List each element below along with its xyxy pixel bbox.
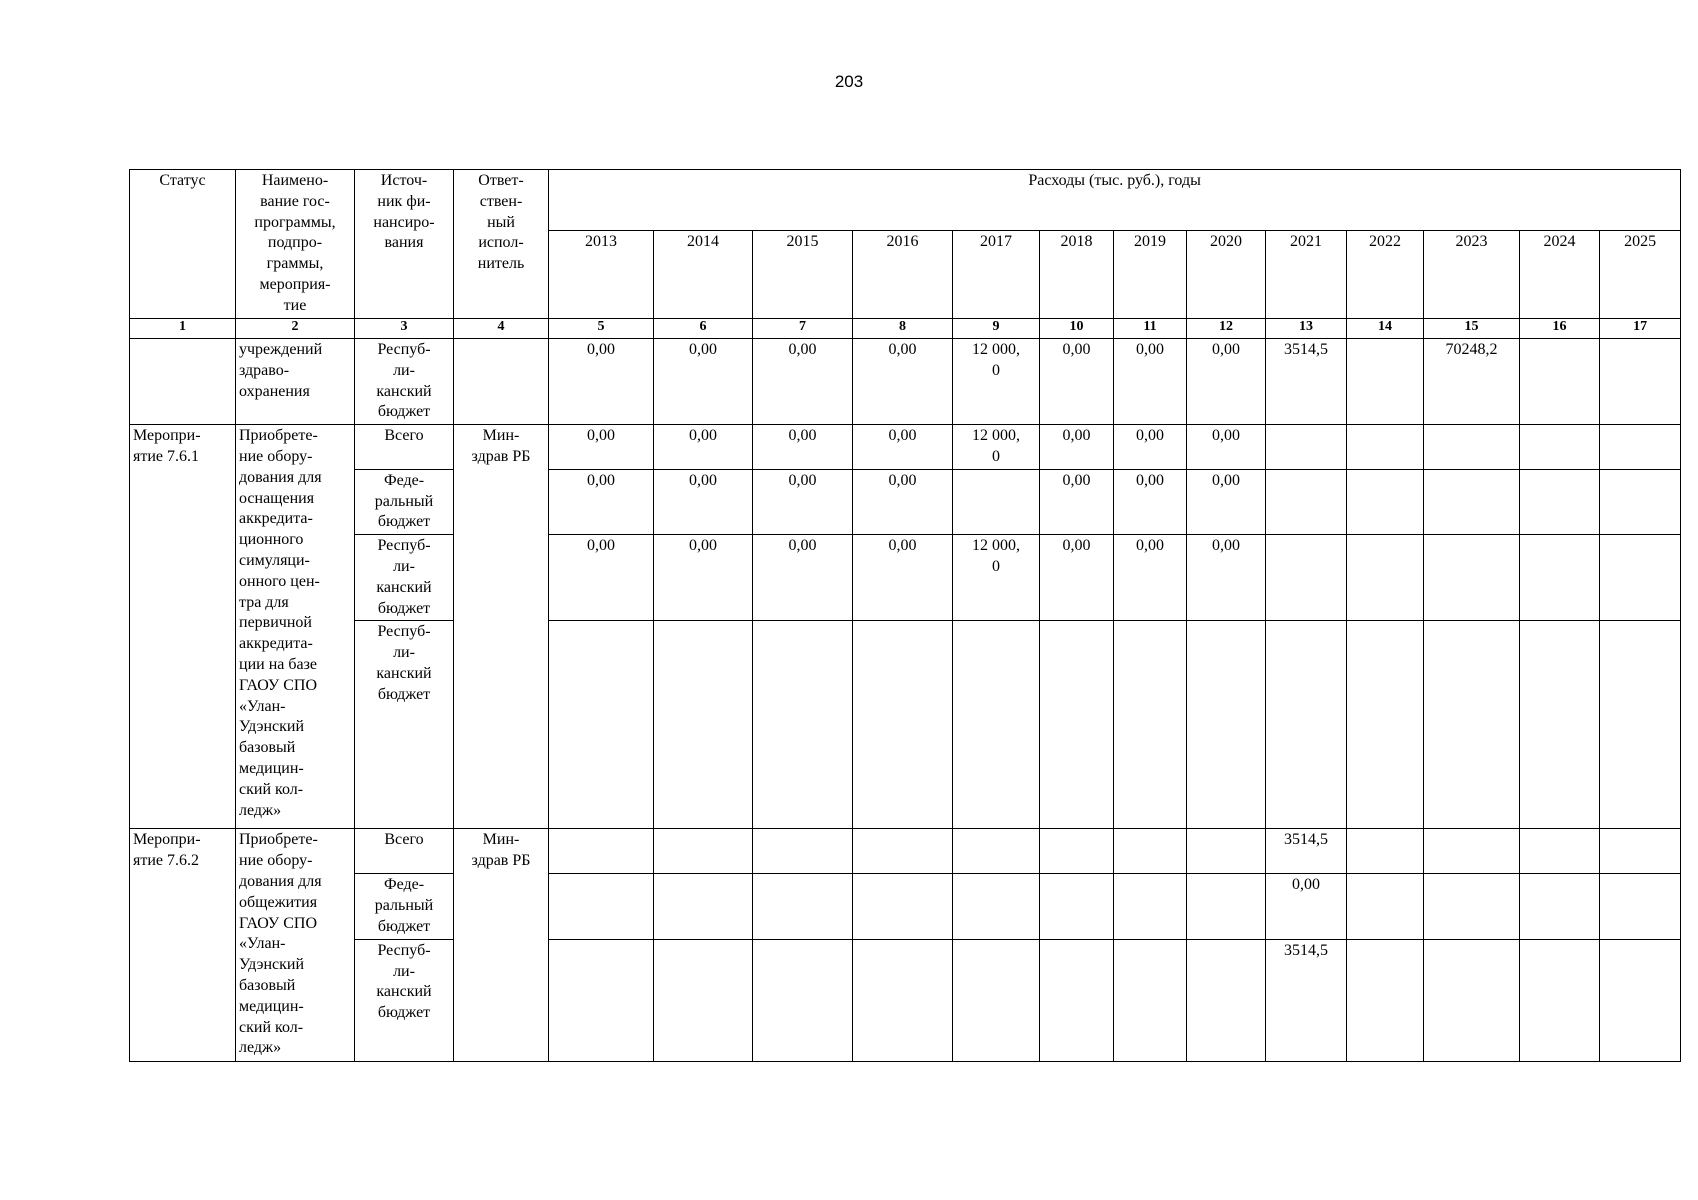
year-header-2016: 2016 — [853, 231, 953, 319]
value-2025 — [1600, 874, 1681, 939]
year-header-2023: 2023 — [1424, 231, 1520, 319]
value-2022 — [1347, 535, 1424, 621]
column-number: 5 — [549, 319, 654, 339]
measure-7-6-2-row — [130, 874, 1681, 939]
value-2013: 0,00 — [549, 425, 654, 470]
value-2024 — [1520, 339, 1600, 425]
value-2025 — [1600, 339, 1681, 425]
value-2023 — [1424, 874, 1520, 939]
value-2018: 0,00 — [1040, 469, 1114, 534]
value-2023 — [1424, 829, 1520, 874]
column-number: 14 — [1347, 319, 1424, 339]
year-header-2021: 2021 — [1266, 231, 1347, 319]
column-number: 17 — [1600, 319, 1681, 339]
value-2014: 0,00 — [654, 425, 753, 470]
value-2020 — [1187, 829, 1266, 874]
value-2019 — [1114, 874, 1187, 939]
year-header-2020: 2020 — [1187, 231, 1266, 319]
header-expenses: Расходы (тыс. руб.), годы — [549, 170, 1681, 231]
column-number: 16 — [1520, 319, 1600, 339]
value-2021 — [1266, 469, 1347, 534]
value-2023 — [1424, 469, 1520, 534]
value-2025 — [1600, 535, 1681, 621]
value-2025 — [1600, 621, 1681, 829]
value-2014 — [654, 874, 753, 939]
value-2015 — [753, 874, 853, 939]
value-2013 — [549, 621, 654, 829]
header-status: Статус — [130, 170, 236, 319]
value-2020 — [1187, 939, 1266, 1061]
value-2021: 3514,5 — [1266, 939, 1347, 1061]
measure-7-6-2-responsible: Мин- здрав РБ — [454, 829, 549, 1061]
value-2017 — [953, 469, 1040, 534]
value-2016: 0,00 — [853, 425, 953, 470]
column-number: 15 — [1424, 319, 1520, 339]
source-cell: Респуб- ли- канский бюджет — [355, 339, 454, 425]
value-2014: 0,00 — [654, 535, 753, 621]
value-2015 — [753, 829, 853, 874]
year-header-2024: 2024 — [1520, 231, 1600, 319]
value-2021: 3514,5 — [1266, 339, 1347, 425]
value-2014 — [654, 621, 753, 829]
measure-7-6-1-responsible: Мин- здрав РБ — [454, 425, 549, 829]
value-2014 — [654, 939, 753, 1061]
value-2023 — [1424, 425, 1520, 470]
column-number: 10 — [1040, 319, 1114, 339]
value-2016 — [853, 829, 953, 874]
value-2013: 0,00 — [549, 339, 654, 425]
value-2021 — [1266, 621, 1347, 829]
year-header-2019: 2019 — [1114, 231, 1187, 319]
value-2024 — [1520, 535, 1600, 621]
value-2025 — [1600, 829, 1681, 874]
column-number: 13 — [1266, 319, 1347, 339]
value-2020 — [1187, 874, 1266, 939]
value-2018 — [1040, 621, 1114, 829]
value-2018 — [1040, 939, 1114, 1061]
column-number: 3 — [355, 319, 454, 339]
value-2017: 12 000, 0 — [953, 535, 1040, 621]
header-responsible: Ответ- ствен- ный испол- нитель — [454, 170, 549, 319]
value-2015 — [753, 621, 853, 829]
value-2015: 0,00 — [753, 469, 853, 534]
value-2016 — [853, 939, 953, 1061]
value-2019: 0,00 — [1114, 339, 1187, 425]
value-2024 — [1520, 469, 1600, 534]
column-number: 9 — [953, 319, 1040, 339]
value-2017 — [953, 874, 1040, 939]
value-2023 — [1424, 621, 1520, 829]
value-2022 — [1347, 829, 1424, 874]
value-2024 — [1520, 874, 1600, 939]
value-2019 — [1114, 939, 1187, 1061]
value-2019 — [1114, 621, 1187, 829]
column-number: 1 — [130, 319, 236, 339]
value-2025 — [1600, 425, 1681, 470]
year-header-2025: 2025 — [1600, 231, 1681, 319]
column-number: 7 — [753, 319, 853, 339]
year-header-2017: 2017 — [953, 231, 1040, 319]
measure-7-6-2-status: Меропри- ятие 7.6.2 — [130, 829, 236, 1061]
value-2023 — [1424, 535, 1520, 621]
value-2020: 0,00 — [1187, 469, 1266, 534]
measure-7-6-1-status: Меропри- ятие 7.6.1 — [130, 425, 236, 829]
value-2024 — [1520, 425, 1600, 470]
value-2024 — [1520, 621, 1600, 829]
value-2016 — [853, 874, 953, 939]
value-2021: 0,00 — [1266, 874, 1347, 939]
measure-7-6-2-row — [130, 939, 1681, 1061]
value-2020 — [1187, 621, 1266, 829]
status-cell — [130, 339, 236, 425]
value-2018: 0,00 — [1040, 339, 1114, 425]
value-2013: 0,00 — [549, 535, 654, 621]
value-2016: 0,00 — [853, 469, 953, 534]
value-2020: 0,00 — [1187, 535, 1266, 621]
responsible-cell — [454, 339, 549, 425]
value-2015: 0,00 — [753, 425, 853, 470]
value-2018: 0,00 — [1040, 425, 1114, 470]
value-2013 — [549, 939, 654, 1061]
column-number: 8 — [853, 319, 953, 339]
year-header-2013: 2013 — [549, 231, 654, 319]
page-number: 203 — [834, 72, 864, 91]
measure-7-6-2-source: Респуб- ли- канский бюджет — [355, 939, 454, 1061]
value-2022 — [1347, 339, 1424, 425]
value-2018 — [1040, 874, 1114, 939]
value-2014: 0,00 — [654, 469, 753, 534]
year-header-2022: 2022 — [1347, 231, 1424, 319]
value-2019 — [1114, 829, 1187, 874]
year-header-2014: 2014 — [654, 231, 753, 319]
value-2022 — [1347, 621, 1424, 829]
measure-7-6-1-row — [130, 469, 1681, 534]
value-2016: 0,00 — [853, 535, 953, 621]
value-2019: 0,00 — [1114, 469, 1187, 534]
measure-7-6-1-row — [130, 621, 1681, 829]
value-2017: 12 000, 0 — [953, 339, 1040, 425]
value-2024 — [1520, 939, 1600, 1061]
value-2016: 0,00 — [853, 339, 953, 425]
year-header-2015: 2015 — [753, 231, 853, 319]
value-2022 — [1347, 469, 1424, 534]
header-name: Наимено- вание гос- программы, подпро- граммы, мероприя- тие — [236, 170, 355, 319]
value-2017: 12 000, 0 — [953, 425, 1040, 470]
value-2016 — [853, 621, 953, 829]
measure-7-6-2-source: Феде- ральный бюджет — [355, 874, 454, 939]
table-row — [130, 339, 1681, 425]
column-number: 12 — [1187, 319, 1266, 339]
value-2023 — [1424, 939, 1520, 1061]
measure-7-6-1-source: Всего — [355, 425, 454, 470]
value-2013 — [549, 874, 654, 939]
value-2014 — [654, 829, 753, 874]
value-2015: 0,00 — [753, 535, 853, 621]
measure-7-6-1-source: Респуб- ли- канский бюджет — [355, 535, 454, 621]
value-2019: 0,00 — [1114, 535, 1187, 621]
value-2022 — [1347, 425, 1424, 470]
header-source: Источ- ник фи- нансиро- вания — [355, 170, 454, 319]
column-number: 4 — [454, 319, 549, 339]
measure-7-6-1-source: Феде- ральный бюджет — [355, 469, 454, 534]
value-2021 — [1266, 535, 1347, 621]
value-2020: 0,00 — [1187, 425, 1266, 470]
value-2021: 3514,5 — [1266, 829, 1347, 874]
value-2020: 0,00 — [1187, 339, 1266, 425]
value-2018: 0,00 — [1040, 535, 1114, 621]
value-2015: 0,00 — [753, 339, 853, 425]
value-2015 — [753, 939, 853, 1061]
column-number: 11 — [1114, 319, 1187, 339]
measure-7-6-1-source: Респуб- ли- канский бюджет — [355, 621, 454, 829]
value-2018 — [1040, 829, 1114, 874]
value-2013: 0,00 — [549, 469, 654, 534]
value-2014: 0,00 — [654, 339, 753, 425]
value-2023: 70248,2 — [1424, 339, 1520, 425]
value-2025 — [1600, 939, 1681, 1061]
column-number: 6 — [654, 319, 753, 339]
measure-7-6-2-name: Приобрете- ние обору- дования для общежития ГАОУ СПО «Улан- Удэнский базовый медицин- ский кол- ледж» — [236, 829, 355, 1061]
measure-7-6-1-row — [130, 535, 1681, 621]
measure-7-6-1-row — [130, 425, 1681, 470]
value-2017 — [953, 621, 1040, 829]
measure-7-6-2-row — [130, 829, 1681, 874]
measure-7-6-1-name: Приобрете- ние обору- дования для оснащения аккредита- ционного симуляци- онного цен- тра для первичной аккредита- ции на базе ГАОУ СПО «Улан- Удэнский базовый медицин- ский кол- ледж» — [236, 425, 355, 829]
value-2019: 0,00 — [1114, 425, 1187, 470]
value-2022 — [1347, 874, 1424, 939]
column-number: 2 — [236, 319, 355, 339]
value-2021 — [1266, 425, 1347, 470]
value-2017 — [953, 939, 1040, 1061]
year-header-2018: 2018 — [1040, 231, 1114, 319]
value-2013 — [549, 829, 654, 874]
value-2022 — [1347, 939, 1424, 1061]
budget-table — [129, 169, 1681, 1062]
measure-7-6-2-source: Всего — [355, 829, 454, 874]
value-2017 — [953, 829, 1040, 874]
value-2025 — [1600, 469, 1681, 534]
name-cell: учреждений здраво- охранения — [236, 339, 355, 425]
value-2024 — [1520, 829, 1600, 874]
